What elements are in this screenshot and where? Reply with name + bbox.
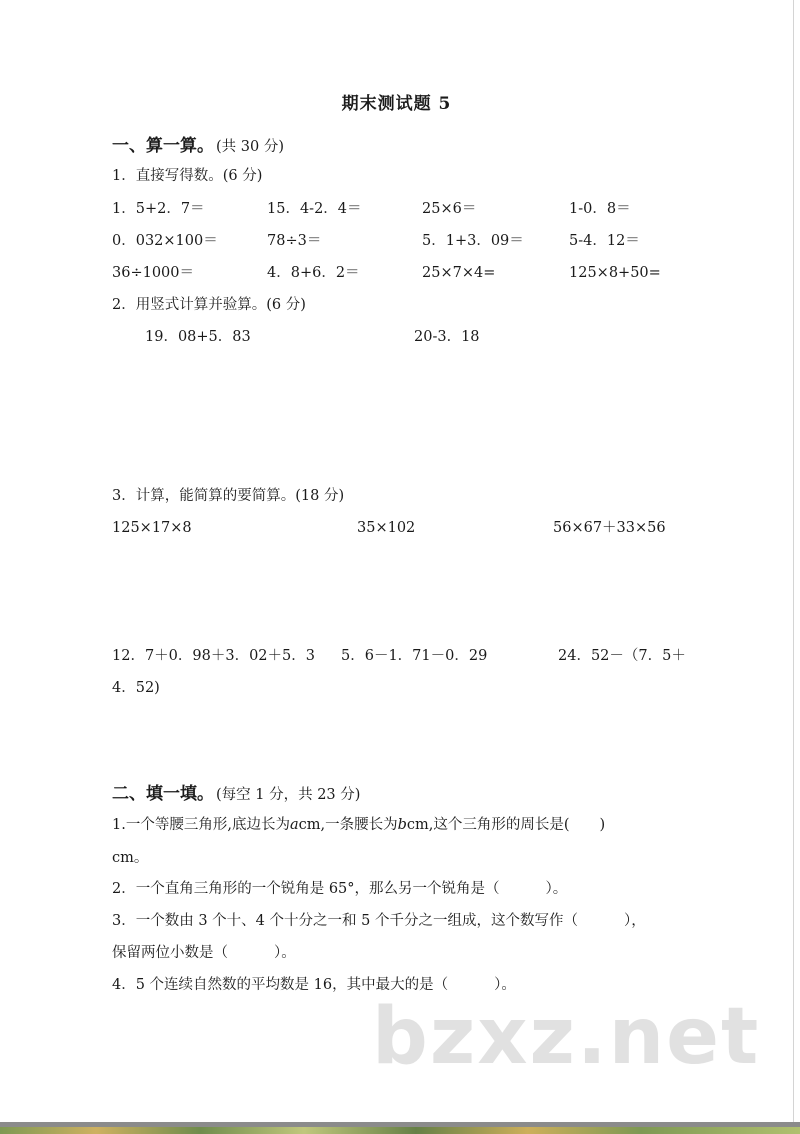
s2-q1-text-c: cm,这个三角形的周长是( [406, 817, 570, 833]
s2-q3-text-d: ）。 [274, 945, 296, 961]
q3-r2-c2: 5．6－1．71－0．29 [341, 648, 488, 664]
s2-q1-text-b: cm,一条腰长为 [298, 817, 398, 833]
next-page-preview [0, 1127, 800, 1134]
s2-q3-text-c: 保留两位小数是（ [112, 945, 228, 961]
s2-q4-text-a: 4．5 个连续自然数的平均数是 16，其中最大的是（ [112, 977, 449, 993]
s2-q3-line1 [112, 912, 646, 930]
section2-heading [112, 779, 360, 804]
q3-r1-c3: 56×67＋33×56 [553, 520, 666, 536]
q1-r2-c1: 0．032×100＝ [112, 233, 218, 249]
q3-r2-c3: 24．52－（7．5＋ [558, 648, 686, 664]
horizontal-scrollbar[interactable] [0, 1122, 800, 1134]
q3-r2-c1: 12．7＋0．98＋3．02＋5．3 [112, 648, 315, 664]
q1-r3-c1: 36÷1000＝ [112, 265, 195, 281]
q1-r3-c4: 125×8+50= [569, 265, 661, 281]
q3-label: 3．计算，能简算的要简算。(18 分) [112, 488, 345, 504]
section1-note: (共 30 分) [216, 139, 284, 155]
section1-heading-text: 一、算一算。 [112, 136, 214, 156]
s2-q2-text-b: ）。 [545, 881, 568, 897]
s2-q2-text-a: 2．一个直角三角形的一个锐角是 65°，那么另一个锐角是（ [112, 881, 500, 897]
s2-q1-close: ) [599, 817, 606, 833]
s2-q1-var-a: a [289, 817, 299, 833]
s2-q1-text-a: 1.一个等腰三角形,底边长为 [112, 817, 290, 833]
q1-r1-c4: 1-0．8＝ [569, 201, 631, 217]
q2-label: 2．用竖式计算并验算。(6 分) [112, 297, 306, 313]
q3-r1-c1: 125×17×8 [112, 520, 192, 536]
s2-q4-text-b: ）。 [494, 977, 516, 993]
s2-q1-unit: cm。 [112, 850, 149, 866]
s2-q3-text-b: ）， [623, 913, 646, 929]
q1-r2-c3: 5．1+3．09＝ [422, 233, 524, 249]
q1-r2-c2: 78÷3＝ [267, 233, 322, 249]
section2-heading-text: 二、填一填。 [112, 784, 214, 804]
s2-q1-var-b: b [397, 817, 407, 833]
q1-r3-c3: 25×7×4= [422, 265, 496, 281]
section1-heading [112, 131, 284, 156]
q1-label: 1．直接写得数。(6 分) [112, 168, 263, 184]
q2-item-2: 20-3．18 [414, 329, 480, 345]
watermark-logo: bzxz.net [372, 992, 761, 1082]
q1-r3-c2: 4．8+6．2＝ [267, 265, 360, 281]
s2-q1-line1 [112, 816, 605, 834]
q1-r1-c2: 15．4-2．4＝ [267, 201, 362, 217]
q3-r1-c2: 35×102 [357, 520, 416, 536]
s2-q3-line2 [112, 944, 296, 962]
section2-note: (每空 1 分，共 23 分) [216, 787, 361, 803]
s2-q3-text-a: 3．一个数由 3 个十、4 个十分之一和 5 个千分之一组成，这个数写作（ [112, 913, 578, 929]
q2-item-1: 19．08+5．83 [145, 329, 251, 345]
q3-r2-cont: 4．52) [112, 680, 160, 696]
q1-r2-c4: 5-4．12＝ [569, 233, 640, 249]
q1-r1-c1: 1．5+2．7＝ [112, 201, 205, 217]
s2-q2 [112, 880, 567, 898]
page-title: 期末测试题 5 [341, 94, 452, 114]
q1-r1-c3: 25×6＝ [422, 201, 477, 217]
